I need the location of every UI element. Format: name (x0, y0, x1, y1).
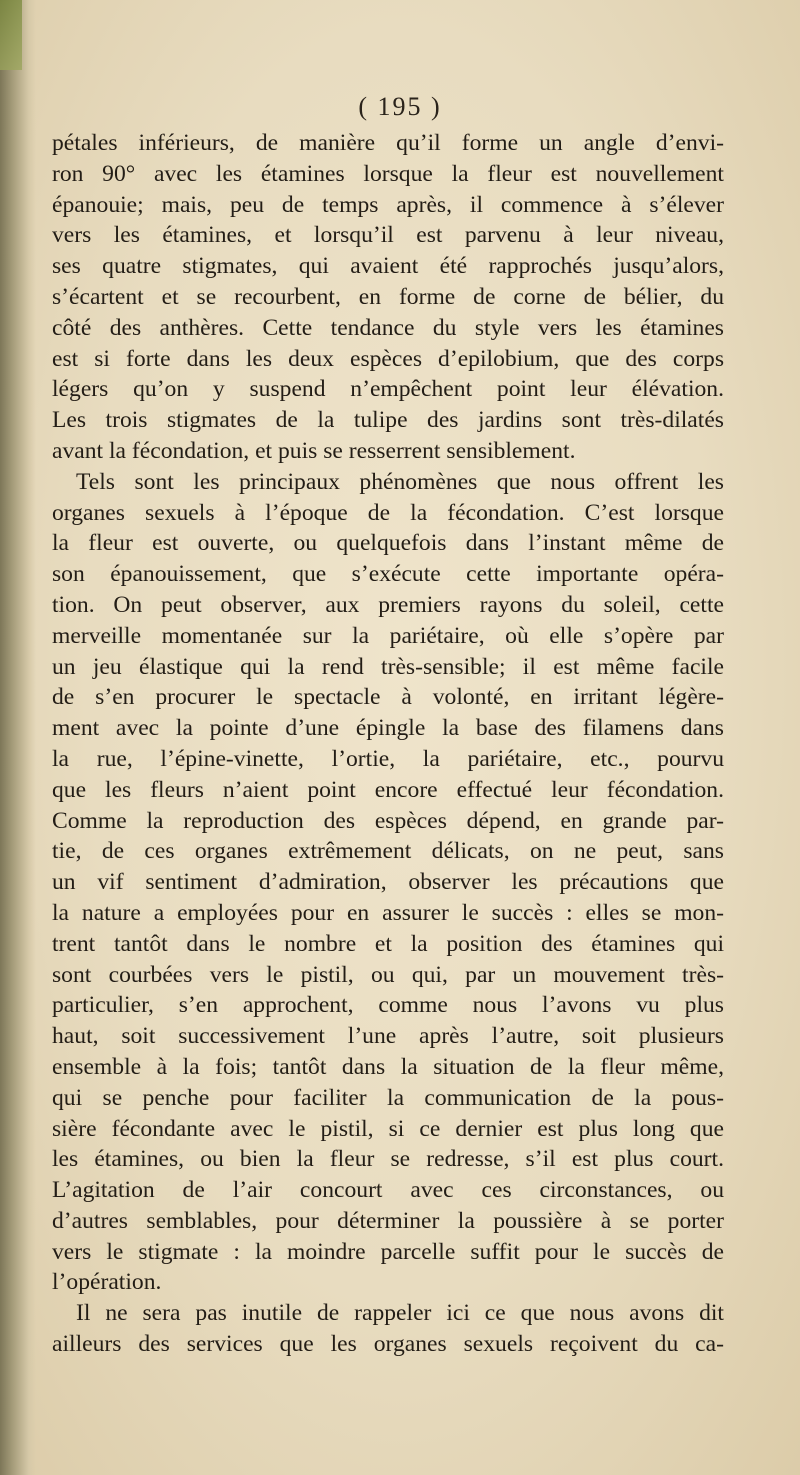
text-line: ron 90° avec les étamines lorsque la fleur est nouvellement (52, 160, 724, 187)
text-line: la nature a employées pour en assurer le succès : elles se mon- (52, 899, 724, 926)
text-line: s’écartent et se recourbent, en forme de corne de bélier, du (52, 283, 724, 310)
text-line: les étamines, ou bien la fleur se redresse, s’il est plus court. (52, 1146, 724, 1173)
text-line: Comme la reproduction des espèces dépend, en grande par- (52, 807, 724, 834)
text-line: tie, de ces organes extrêmement délicats, on ne peut, sans (52, 838, 724, 865)
page-edge-stain (0, 0, 22, 70)
text-line: côté des anthères. Cette tendance du style vers les étamines (52, 314, 724, 341)
text-line: d’autres semblables, pour déterminer la poussière à se porter (52, 1207, 724, 1234)
text-line: pétales inférieurs, de manière qu’il forme un angle d’envi- (52, 130, 724, 156)
text-line: ailleurs des services que les organes sexuels reçoivent du ca- (52, 1331, 724, 1358)
text-line: organes sexuels à l’époque de la fécondation. C’est lorsque (52, 499, 724, 526)
text-line: sière fécondante avec le pistil, si ce dernier est plus long que (52, 1115, 724, 1142)
text-line: la rue, l’épine-vinette, l’ortie, la pariétaire, etc., pourvu (52, 745, 724, 772)
text-line: particulier, s’en approchent, comme nous l’avons vu plus (52, 992, 724, 1019)
text-line: sont courbées vers le pistil, ou qui, par un mouvement très- (52, 961, 724, 988)
text-line: ensemble à la fois; tantôt dans la situation de la fleur même, (52, 1053, 724, 1080)
text-line: l’opération. (52, 1269, 162, 1296)
page-number: ( 195 ) (358, 92, 442, 121)
text-line: un jeu élastique qui la rend très-sensible; il est même facile (52, 653, 724, 680)
text-line: un vif sentiment d’admiration, observer les précautions que (52, 869, 724, 896)
text-line: est si forte dans les deux espèces d’epilobium, que des corps (52, 345, 724, 372)
text-line: trent tantôt dans le nombre et la position des étamines qui (52, 930, 724, 957)
text-line: avant la fécondation, et puis se resserrent sensiblement. (52, 437, 576, 464)
text-line: légers qu’on y suspend n’empêchent point leur élévation. (52, 376, 724, 403)
text-line: tion. On peut observer, aux premiers rayons du soleil, cette (52, 591, 724, 618)
text-line: Il ne sera pas inutile de rappeler ici ce que nous avons dit (76, 1300, 724, 1327)
text-line: L’agitation de l’air concourt avec ces circonstances, ou (52, 1177, 724, 1204)
text-line: que les fleurs n’aient point encore effectué leur fécondation. (52, 776, 724, 803)
text-line: vers le stigmate : la moindre parcelle suffit pour le succès de (52, 1238, 724, 1265)
binding-shadow (0, 0, 36, 1475)
text-line: merveille momentanée sur la pariétaire, où elle s’opère par (52, 622, 724, 649)
text-line: qui se penche pour faciliter la communication de la pous- (52, 1084, 724, 1111)
text-line: vers les étamines, et lorsqu’il est parvenu à leur niveau, (52, 222, 724, 249)
text-line: ment avec la pointe d’une épingle la base des filamens dans (52, 715, 724, 742)
text-line: de s’en procurer le spectacle à volonté, en irritant légère- (52, 684, 724, 711)
text-line: ses quatre stigmates, qui avaient été rapprochés jusqu’alors, (52, 253, 724, 280)
text-line: son épanouissement, que s’exécute cette importante opéra- (52, 561, 724, 588)
text-line: Tels sont les principaux phénomènes que nous offrent les (76, 468, 724, 495)
text-line: épanouie; mais, peu de temps après, il commence à s’élever (52, 191, 724, 218)
text-line: haut, soit successivement l’une après l’autre, soit plusieurs (52, 1023, 724, 1050)
text-line: la fleur est ouverte, ou quelquefois dans l’instant même de (52, 530, 724, 557)
text-line: Les trois stigmates de la tulipe des jardins sont très-dilatés (52, 407, 724, 434)
body-text (52, 128, 724, 1360)
